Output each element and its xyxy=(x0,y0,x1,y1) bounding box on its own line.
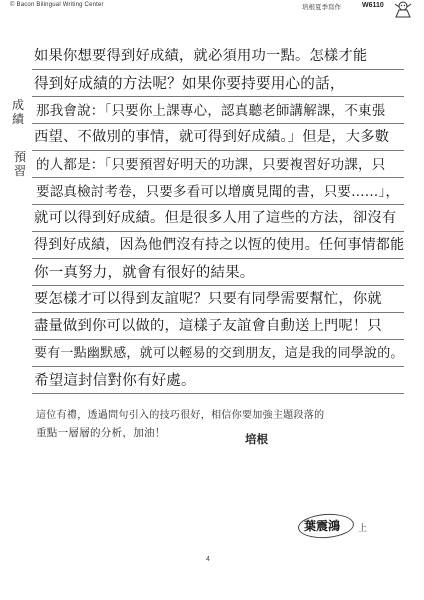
essay-line: 要認真檢討考卷，只要多看可以增廣見聞的書，只要……」， xyxy=(36,184,400,200)
essay-line: 得到好成績，因為他們沒有持之以恆的使用。任何事情都能 xyxy=(34,237,405,253)
teacher-comment-line: 這位有禮，透過問句引入的技巧很好，相信你要加強主題段落的 xyxy=(36,410,325,421)
essay-line: 如果你想要得到好成績，就必須用功一點。怎樣才能 xyxy=(34,48,368,64)
essay-line: 的人都是：「只要預習好明天的功課，只要複習好功課，只 xyxy=(36,157,386,173)
teacher-comment-line: 重點一層層的分析，加油！ xyxy=(36,427,166,439)
ruled-line xyxy=(32,150,404,151)
ruled-line xyxy=(32,123,404,124)
ruled-line xyxy=(32,69,404,70)
ruled-line xyxy=(32,96,404,97)
essay-line: 要有一點幽默感，就可以輕易的交到朋友，這是我的同學說的。 xyxy=(34,346,404,361)
copyright-header: © Bacon Bilingual Writing Center xyxy=(10,2,104,8)
essay-line: 西望、不做別的事情，就可得到好成績。」但是，大多數 xyxy=(34,129,390,145)
ruled-line xyxy=(32,366,404,367)
essay-line: 得到好成績的方法呢？如果你要持要用心的話， xyxy=(34,75,345,92)
essay-line: 希望這封信對你有好處。 xyxy=(34,373,196,389)
ruled-line xyxy=(32,312,404,313)
essay-line: 你一真努力，就會有很好的結果。 xyxy=(34,265,255,281)
ruled-line xyxy=(32,231,404,232)
ruled-line xyxy=(32,177,404,178)
mascot-icon xyxy=(392,0,414,18)
margin-note-grades: 成績 xyxy=(12,98,25,126)
worksheet-code: W6110 xyxy=(362,2,384,9)
student-stamp-suffix: 上 xyxy=(358,524,368,534)
essay-line: 就可以得到好成績。但是很多人用了這些的方法，卻沒有 xyxy=(34,210,397,226)
essay-line: 要怎樣才可以得到友誼呢？只要有同學需要幫忙，你就 xyxy=(34,291,382,307)
teacher-signature: 培根 xyxy=(245,432,268,446)
ruled-line xyxy=(32,393,404,394)
ruled-line xyxy=(32,339,404,340)
student-stamp: 葉震鴻 xyxy=(304,519,341,533)
ruled-line xyxy=(32,204,404,205)
ruled-line xyxy=(32,258,404,259)
page-number: 4 xyxy=(206,556,210,563)
ruled-line xyxy=(32,285,404,286)
margin-note-preview: 預習 xyxy=(14,150,27,178)
essay-line: 那我會說：「只要你上課專心，認真聽老師講解課，不東張 xyxy=(36,103,386,119)
essay-line: 盡量做到你可以做的，這樣子友誼會自動送上門呢！只 xyxy=(34,318,382,334)
program-title: 培根夏季寫作 xyxy=(302,3,341,11)
